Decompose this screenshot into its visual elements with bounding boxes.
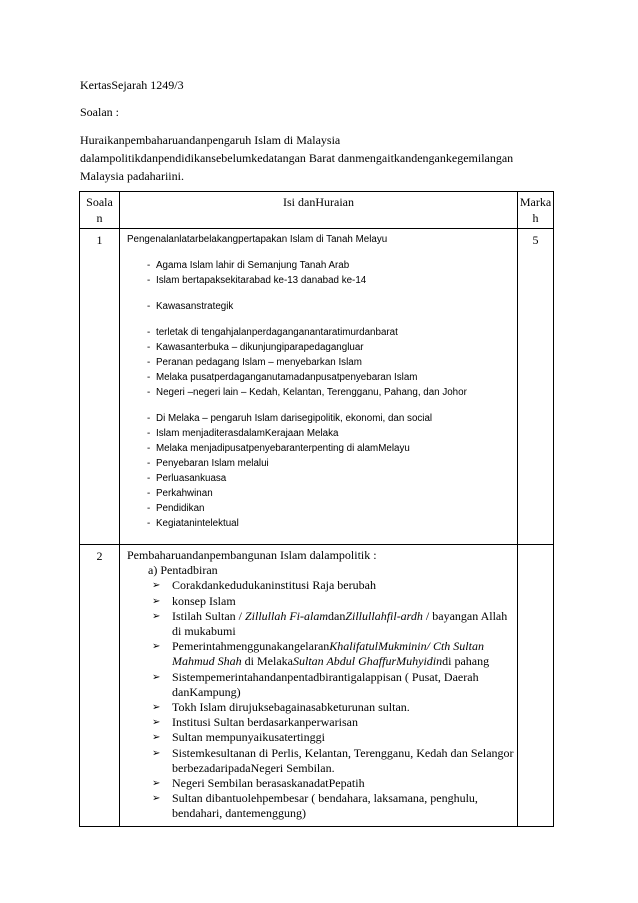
list-item: ➢ Sultan mempunyaikusatertinggi [127,730,517,745]
list-item: ➢ Tokh Islam dirujuksebagainasabketurunan sultan. [127,700,517,715]
row-mark: 5 [518,229,554,545]
question-text [80,131,560,185]
answer-table [79,191,554,827]
point-list [127,258,517,288]
list-item: ➢ Institusi Sultan berdasarkanperwarisan [127,715,517,730]
list-item: ➢ Corakdankedudukaninstitusi Raja berubah [127,578,517,593]
list-item: - Kawasanterbuka – dikunjungiparapedagangluar [127,340,517,355]
table-row [80,545,554,827]
list-item: ➢ Sultan dibantuolehpembesar ( bendahara, laksamana, penghulu, bendahari, dantemenggung) [127,791,517,821]
point-list [127,325,517,400]
list-item: - Peranan pedagang Islam – menyebarkan Islam [127,355,517,370]
row-number: 2 [80,545,120,827]
list-item: - Di Melaka – pengaruh Islam darisegipolitik, ekonomi, dan social [127,411,517,426]
sub-heading: a) Pentadbiran [148,563,218,578]
list-item: - Melaka menjadipusatpenyebaranterpenting di alamMelayu [127,441,517,456]
paper-code: KertasSejarah 1249/3 [80,78,184,92]
header-isi: Isi danHuraian [120,192,518,229]
list-item: ➢ Istilah Sultan / Zillullah Fi-alamdanZillullahfil-ardh / bayangan Allah di mukabumi [127,609,517,639]
list-item: - Melaka pusatperdaganganutamadanpusatpenyebaran Islam [127,370,517,385]
list-item: ➢ konsep Islam [127,594,517,609]
list-item: - Kawasanstrategik [127,299,517,314]
row-content [120,545,518,827]
list-item: - Perkahwinan [127,486,517,501]
list-item: - Pendidikan [127,501,517,516]
list-item: ➢ Negeri Sembilan berasaskanadatPepatih [127,776,517,791]
row-title: Pembaharuandanpembangunan Islam dalampolitik : [127,548,377,562]
table-row [80,229,554,545]
list-item: - Agama Islam lahir di Semanjung Tanah Arab [127,258,517,273]
row-mark [518,545,554,827]
list-item: - Negeri –negeri lain – Kedah, Kelantan, Terengganu, Pahang, dan Johor [127,385,517,400]
question-line-3: Malaysia padahariini. [80,169,184,183]
soalan-label: Soalan : [80,105,119,119]
point-list [127,299,517,314]
list-item: ➢ Sistempemerintahandanpentadbirantigalappisan ( Pusat, Daerah danKampung) [127,670,517,700]
point-list [127,411,517,531]
list-item: - Kegiatanintelektual [127,516,517,531]
row-title: Pengenalanlatarbelakangpertapakan Islam di Tanah Melayu [127,234,388,245]
list-item: - Penyebaran Islam melalui [127,456,517,471]
header-markah: Marka h [518,192,554,229]
list-item: - terletak di tengahjalanperdaganganantaratimurdanbarat [127,325,517,340]
list-item: ➢ Sistemkesultanan di Perlis, Kelantan, Terengganu, Kedah dan Selangor berbezadaripadaNegeri Sembilan. [127,746,517,776]
arrow-list [127,578,517,821]
table-header-row [80,192,554,229]
question-line-2: dalampolitikdanpendidikansebelumkedatangan Barat danmengaitkandengankegemilangan [80,151,514,165]
header-soalan: Soala n [80,192,120,229]
list-item: - Islam bertapaksekitarabad ke-13 danabad ke-14 [127,273,517,288]
list-item: - Perluasankuasa [127,471,517,486]
list-item: - Islam menjaditerasdalamKerajaan Melaka [127,426,517,441]
list-item: ➢ PemerintahmenggunakangelaranKhalifatulMukminin/ Cth Sultan Mahmud Shah di MelakaSultan Abdul GhaffurMuhyidindi pahang [127,639,517,669]
question-line-1: Huraikanpembaharuandanpengaruh Islam di Malaysia [80,133,341,147]
row-number: 1 [80,229,120,545]
row-content [120,229,518,545]
